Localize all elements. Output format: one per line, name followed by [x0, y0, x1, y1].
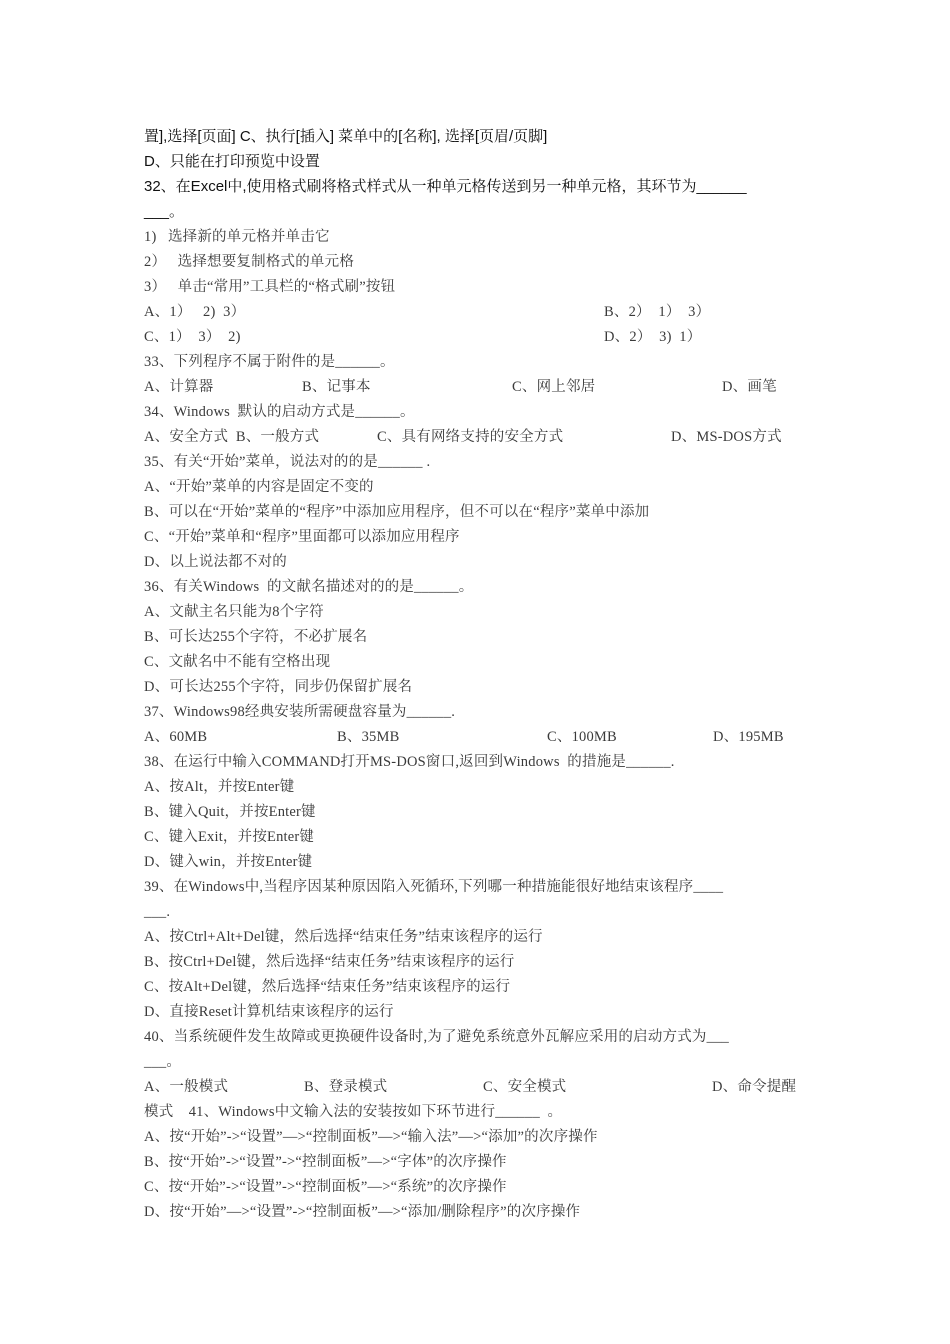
question-37: 37、Windows98经典安装所需硬盘容量为______.: [144, 704, 456, 720]
text-line: B、按Ctrl+Del键，然后选择“结束任务”结束该程序的运行: [144, 954, 515, 970]
option-d: D、195MB: [713, 729, 784, 745]
text-line: B、可长达255个字符，不必扩展名: [144, 629, 368, 645]
option-c: C、100MB: [547, 729, 617, 745]
text-line: A、“开始”菜单的内容是固定不变的: [144, 479, 374, 495]
question-33: 33、下列程序不属于附件的是______。: [144, 354, 395, 370]
text-line: 1) 选择新的单元格并单击它: [144, 229, 330, 245]
question-39: 39、在Windows中,当程序因某种原因陷入死循环,下列哪一种措施能很好地结束该程序____: [144, 879, 724, 895]
option-c: C、安全模式: [483, 1079, 567, 1095]
text-line: B、可以在“开始”菜单的“程序”中添加应用程序，但不可以在“程序”菜单中添加: [144, 504, 650, 520]
option-d: D、MS-DOS方式: [671, 429, 782, 445]
question-35: 35、有关“开始”菜单，说法对的的是______ .: [144, 454, 431, 470]
option-a: A、一般模式: [144, 1079, 229, 1095]
text-line: 2） 选择想要复制格式的单元格: [144, 254, 355, 270]
option-a-b: A、安全方式 B、一般方式: [144, 429, 320, 445]
question-38: 38、在运行中输入COMMAND打开MS-DOS窗口,返回到Windows 的措施是______.: [144, 754, 675, 770]
option-d: D、2） 3) 1）: [604, 329, 702, 345]
text-line: C、文献名中不能有空格出现: [144, 654, 331, 670]
text-line: D、以上说法都不对的: [144, 554, 287, 570]
text-line: D、键入win，并按Enter键: [144, 854, 313, 870]
question-32: 32、在Excel中,使用格式刷将格式样式从一种单元格传送到另一种单元格，其环节为______: [144, 178, 747, 195]
options-row: [144, 726, 844, 748]
options-row: [144, 301, 844, 323]
text-line: ___。: [144, 1054, 182, 1070]
text-line: D、只能在打印预览中设置: [144, 153, 320, 170]
text-line: ___。: [144, 203, 185, 220]
options-row: [144, 326, 844, 348]
question-40: 40、当系统硬件发生故障或更换硬件设备时,为了避免系统意外瓦解应采用的启动方式为___: [144, 1029, 729, 1045]
question-34: 34、Windows 默认的启动方式是______。: [144, 404, 415, 420]
text-line: B、按“开始”->“设置”->“控制面板”—>“字体”的次序操作: [144, 1154, 507, 1170]
option-d: D、画笔: [722, 379, 777, 395]
text-line: ___.: [144, 904, 171, 920]
options-row: [144, 426, 844, 448]
text-line: D、按“开始”—>“设置”->“控制面板”—>“添加/删除程序”的次序操作: [144, 1204, 581, 1220]
question-41: 模式 41、Windows中文输入法的安装按如下环节进行______ 。: [144, 1104, 563, 1120]
text-line: C、按“开始”->“设置”->“控制面板”—>“系统”的次序操作: [144, 1179, 507, 1195]
option-b: B、记事本: [302, 379, 371, 395]
option-a: A、1） 2) 3）: [144, 304, 246, 320]
text-line: D、可长达255个字符，同步仍保留扩展名: [144, 679, 413, 695]
text-line: D、直接Reset计算机结束该程序的运行: [144, 1004, 394, 1020]
text-line: C、键入Exit，并按Enter键: [144, 829, 315, 845]
text-line: 置],选择[页面] C、执行[插入] 菜单中的[名称], 选择[页眉/页脚]: [144, 128, 548, 145]
options-row: [144, 376, 844, 398]
text-line: A、按Ctrl+Alt+Del键，然后选择“结束任务”结束该程序的运行: [144, 929, 543, 945]
question-36: 36、有关Windows 的文献名描述对的的是______。: [144, 579, 474, 595]
text-line: A、按Alt，并按Enter键: [144, 779, 295, 795]
option-a: A、60MB: [144, 729, 208, 745]
text-line: B、键入Quit，并按Enter键: [144, 804, 316, 820]
text-line: C、按Alt+Del键，然后选择“结束任务”结束该程序的运行: [144, 979, 511, 995]
text-line: C、“开始”菜单和“程序”里面都可以添加应用程序: [144, 529, 460, 545]
option-b: B、登录模式: [304, 1079, 388, 1095]
text-line: 3） 单击“常用”工具栏的“格式刷”按钮: [144, 279, 396, 295]
text-line: A、按“开始”->“设置”—>“控制面板”—>“输入法”—>“添加”的次序操作: [144, 1129, 598, 1145]
option-b: B、35MB: [337, 729, 400, 745]
option-d: D、命令提醒: [712, 1079, 797, 1095]
option-c: C、网上邻居: [512, 379, 596, 395]
option-c: C、具有网络支持的安全方式: [377, 429, 564, 445]
options-row: [144, 1076, 844, 1098]
option-a: A、计算器: [144, 379, 214, 395]
text-line: A、文献主名只能为8个字符: [144, 604, 324, 620]
option-c: C、1） 3） 2): [144, 329, 241, 345]
option-b: B、2） 1） 3）: [604, 304, 711, 320]
